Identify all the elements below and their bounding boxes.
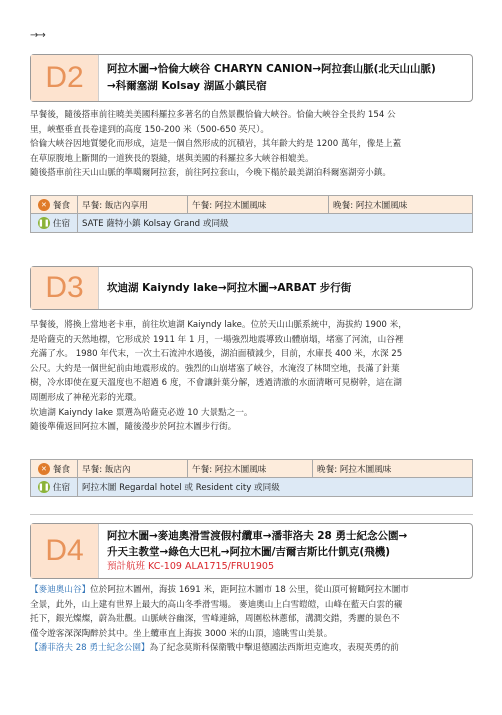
stay-label [31,478,78,496]
day2-lunch: 午餐: 阿拉木圖風味 [188,196,329,213]
day3-stay-row [31,478,472,496]
day3-description [30,318,473,435]
meal-label-text: 餐食 [52,200,71,211]
day4-header [30,523,473,579]
day3-breakfast: 早餐: 飯店內 [78,460,188,477]
section-divider [30,514,473,515]
meal-label [31,460,78,477]
day4-para-text: 位於阿拉木圖州，海拔 1691 米，距阿拉木圖市 18 公里，從山頂可俯瞰阿拉木圖市 [90,585,409,595]
day2-breakfast: 早餐: 飯店內享用 [78,196,188,213]
day2-title [99,55,472,101]
utensils-icon: ✕ [38,463,50,475]
page-arrows: →→ [30,30,45,41]
day2-title-line2: →科爾塞湖 Kolsay 湖區小鎮民宿 [107,80,267,92]
day2-title-line1: 阿拉木圖→恰倫大峽谷 CHARYN CANION→阿拉套山脈(北天山山脈) [107,63,436,75]
day2-stay: SATE 薩特小鎮 Kolsay Grand 或同級 [82,219,229,229]
day2-para-line: 隨後搭車前往天山山脈的準噶爾阿拉套，前往阿拉套山，今晚下榻於最美湖泊科爾塞湖旁小鎮。 [30,168,391,179]
day2-badge: D2 [31,55,99,101]
day3-para-line: 公尺。大約是一個世紀前由地震形成的。強烈的山崩堵塞了峽谷，水淹沒了林間空地，長滿了針葉 [30,363,400,374]
day3-para-line: 樹，冷水即使在夏天溫度也不超過 6 度，不會讓針葉分解，透過清澈的水面清晰可見樹幹，這在湖 [30,378,402,389]
day3-para-line: 充滿了水。 1980 年代末，一次土石流沖水過後，湖泊面積減少，目前，水庫長 400 米，水深 25 [30,349,403,360]
day4-para-line: 僅令遊客深深陶醉於其中。坐上纜車直上海拔 3000 米的山頂，遠眺雪山美景。 [30,628,333,639]
day3-header [30,266,473,310]
day4-para-line: 托下，銀光燦燦，蔚為壯觀。山脈峽谷幽深，雪峰連綿，周圍松林蔥郁，溝澗交錯，秀麗的景色不 [30,614,400,625]
day4-title-line2: 升天主教堂→綠色大巴札→阿拉木圖/吉爾吉斯比什凱克(飛機) [107,546,391,558]
day3-para-line: 早餐後，將換上當地老卡車，前往坎迪湖 Kaiyndy lake。位於天山山脈系統中，海拔約 1900 米， [30,320,407,330]
day4-para-line: 全景，此外，山上建有世界上最大的高山冬季滑雪場。 麥迪奧山上白雪皚皚，山峰在藍天白雲的襯 [30,599,403,610]
day4-title-line1: 阿拉木圖→麥迪奧滑雪渡假村纜車→潘菲洛夫 28 勇士紀念公園→ [107,530,408,542]
day4-para-text: 為了紀念莫斯科保衛戰中擊退德國法西斯坦克進攻，表現英勇的前 [149,643,399,654]
day4-title [99,524,472,578]
day3-lunch: 午餐: 阿拉木圖風味 [188,460,313,477]
stay-label [31,214,78,232]
pause-icon: ❚❚ [38,483,50,491]
pause-icon: ❚❚ [38,219,50,227]
day4-para-line [30,641,473,656]
day2-para-line: 恰倫大峽谷因地質變化而形成，這是一個自然形成的沉積岩，其年齡大約是 1200 萬年，像是上蓋 [30,139,402,150]
day4-description [30,583,473,656]
day3-title [99,267,472,309]
day4-flight: 預計航班 KC-109 ALA1715/FRU1905 [107,561,275,572]
day3-para-line: 坎迪湖 Kaiyndy lake 票選為哈薩克必遊 10 大景點之一。 [30,407,253,418]
day2-stay-row [31,214,472,232]
day3-meal-row [31,460,472,478]
day2-para-line: 早餐後，隨後搭車前往曉美美國科羅拉多著名的自然景觀恰倫大峽谷。恰倫大峽谷全長約 154 公 [30,110,396,120]
day4-highlight-medeo: 【麥迪奧山谷】 [30,585,91,595]
day3-title-line1: 坎迪湖 Kaiyndy lake→阿拉木圖→ARBAT 步行街 [107,281,352,294]
day4-para-line [30,583,473,598]
day2-info-table [30,195,473,233]
day2-meal-row [31,196,472,214]
day4-badge: D4 [31,524,99,578]
day2-dinner: 晚餐: 阿拉木圖風味 [333,200,408,211]
day3-stay: 阿拉木圖 Regardal hotel 或 Resident city 或同級 [82,483,280,493]
stay-label-text: 住宿 [52,219,71,229]
day3-badge: D3 [31,267,99,309]
day3-para-line: 隨後準備返回阿拉木圖，隨後漫步於阿拉木圖步行街。 [30,422,237,433]
stay-label-text: 住宿 [52,483,71,493]
meal-label-text: 餐食 [52,464,71,475]
day4-highlight-panfilov: 【潘菲洛夫 28 勇士紀念公園】 [30,643,150,654]
day3-info-table [30,459,473,497]
day3-para-line: 周圍形成了神秘光彩的光環。 [30,392,142,403]
meal-label [31,196,78,213]
day3-dinner: 晚餐: 阿拉木圖風味 [317,464,392,475]
day2-para-line: 里，峽壑垂直長卷達到的高度 150-200 米（500-650 英尺）。 [30,124,269,135]
day2-header [30,54,473,102]
day2-para-line: 在草原腹地上斷開的一道狹長的裂縫，堪與美國的科羅拉多大峽谷相媲美。 [30,153,314,164]
day2-description [30,108,473,181]
utensils-icon: ✕ [38,199,50,211]
day3-para-line: 是哈薩克的天然地標，它形成於 1911 年 1 月，一場強烈地震導致山體崩塌，堵塞了河流，山谷裡 [30,334,404,345]
